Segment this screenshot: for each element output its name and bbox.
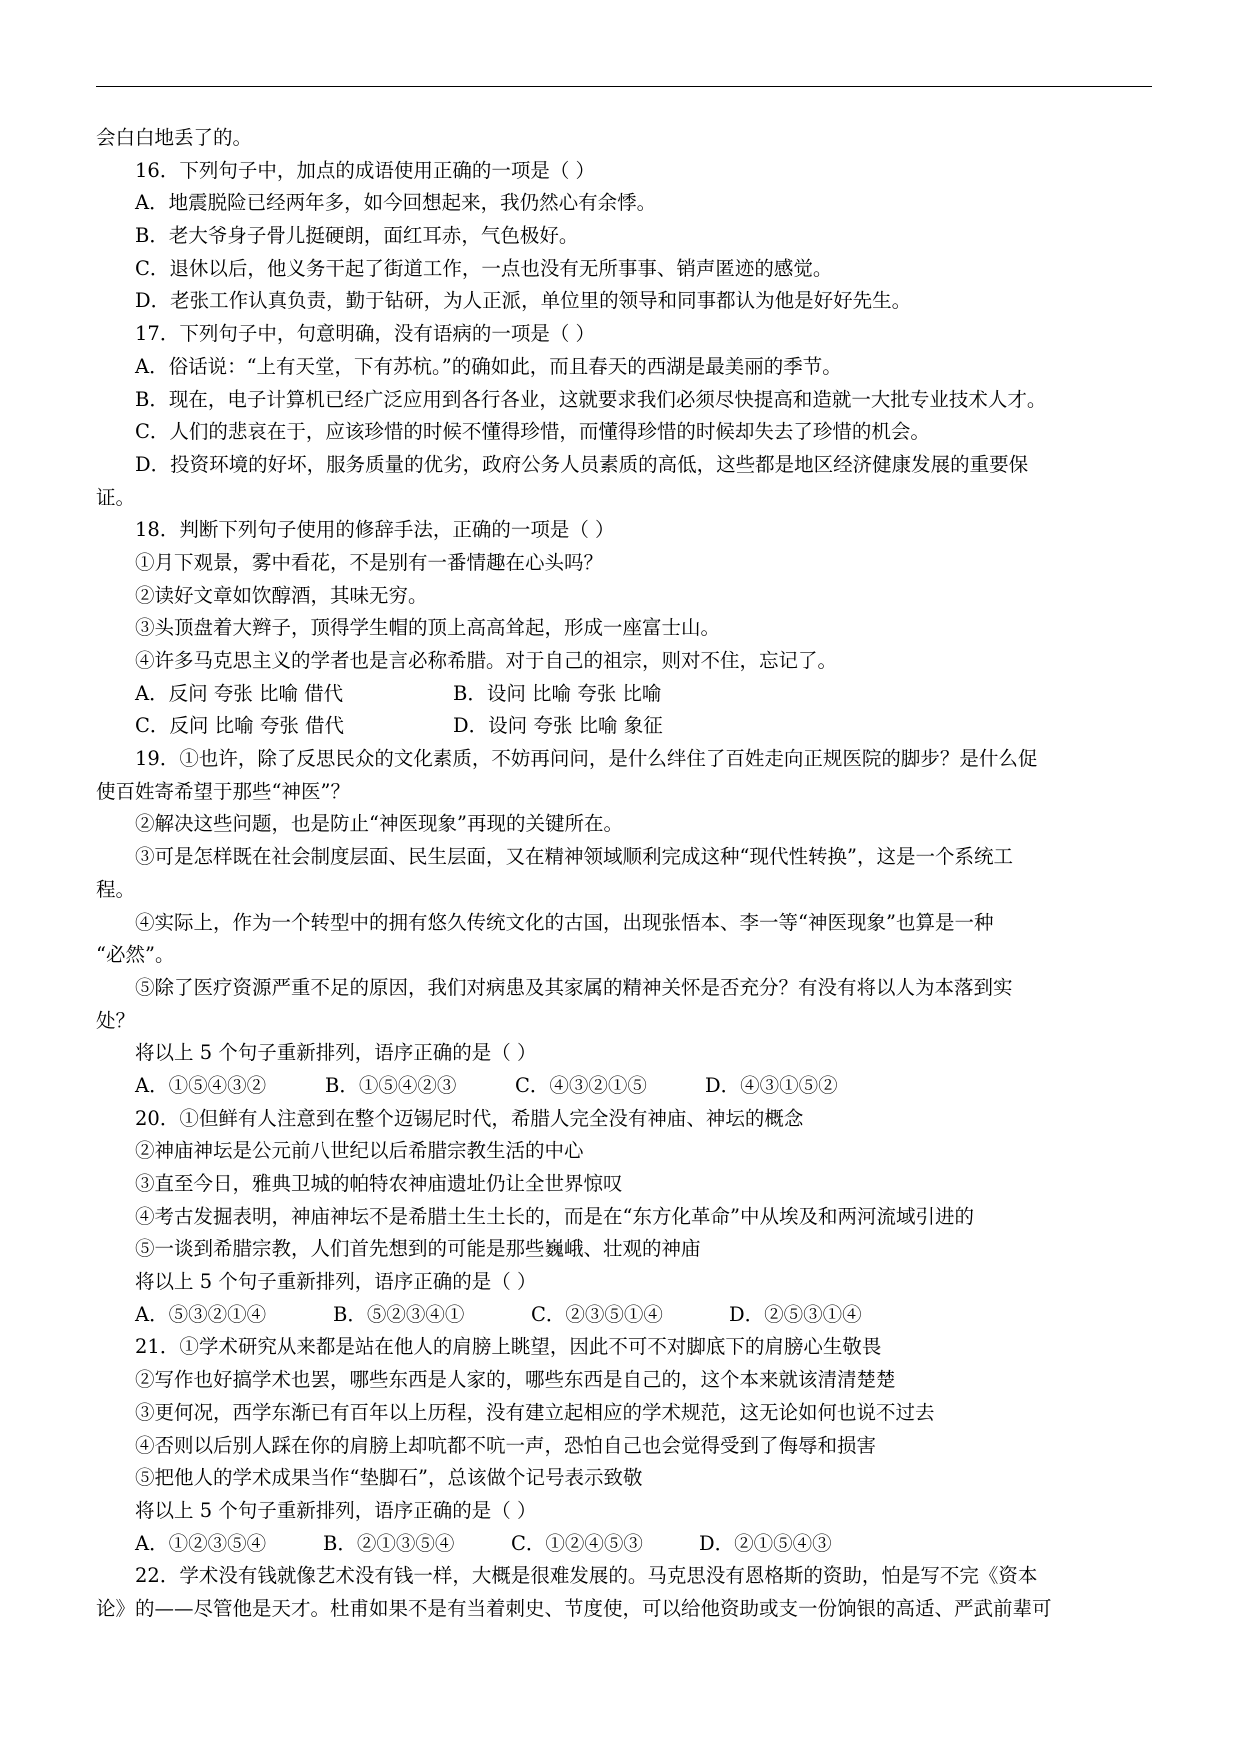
question-19-option-d: D．④③①⑤② [705,1073,838,1097]
question-16-option-c: C．退休以后，他义务干起了街道工作，一点也没有无所事事、销声匿迹的感觉。 [135,256,833,280]
question-21-line-4: ④否则以后别人踩在你的肩膀上却吭都不吭一声，恐怕自己也会觉得受到了侮辱和损害 [135,1433,877,1457]
question-17-option-d: D．投资环境的好坏，服务质量的优劣，政府公务人员素质的高低，这些都是地区经济健康发展的重要保 [135,452,1029,476]
question-18-sentence-3: ③头顶盘着大辫子，顶得学生帽的顶上高高耸起，形成一座富士山。 [135,616,721,640]
question-16-option-a: A．地震脱险已经两年多，如今回想起来，我仍然心有余悸。 [135,191,657,215]
question-20-line-4: ④考古发掘表明，神庙神坛不是希腊土生土长的，而是在“东方化革命”中从埃及和两河流域引进的 [135,1204,974,1228]
question-20-line-5: ⑤一谈到希腊宗教，人们首先想到的可能是那些巍峨、壮观的神庙 [135,1237,701,1261]
question-18-stem: 18．判断下列句子使用的修辞手法，正确的一项是（ ） [135,518,615,542]
question-18-option-b: B．设问 比喻 夸张 比喻 [453,681,662,705]
question-21-line-3: ③更何况，西学东渐已有百年以上历程，没有建立起相应的学术规范，这无论如何也说不过去 [135,1400,935,1424]
question-19-options [96,1070,1152,1103]
question-17-option-b: B．现在，电子计算机已经广泛应用到各行各业，这就要求我们必须尽快提高和造就一大批专业技术人才。 [135,387,1047,411]
question-20-options [96,1299,1152,1332]
question-21-option-a: A．①②③⑤④ [135,1531,267,1555]
question-19-line-4: ③可是怎样既在社会制度层面、民生层面，又在精神领域顺利完成这种“现代性转换”，这是一个系统工 [135,845,1013,869]
question-19-line-7: “必然”。 [96,943,175,967]
question-18-sentence-2: ②读好文章如饮醇酒，其味无穷。 [135,583,428,607]
document-page [96,122,1152,1626]
question-20-prompt: 将以上 5 个句子重新排列，语序正确的是（ ） [135,1270,537,1294]
question-20-option-c: C．②③⑤①④ [531,1302,663,1326]
question-22-line-2: 论》的——尽管他是天才。杜甫如果不是有当着刺史、节度使，可以给他资助或支一份饷银的高适、严武前辈可 [96,1596,1052,1620]
question-19-option-b: B．①⑤④②③ [325,1073,457,1097]
question-21-line-1: 21．①学术研究从来都是站在他人的肩膀上眺望，因此不可不对脚底下的肩膀心生敬畏 [135,1335,882,1359]
question-18-option-c: C．反问 比喻 夸张 借代 [135,714,345,738]
question-20-option-a: A．⑤③②①④ [135,1302,267,1326]
question-21-line-5: ⑤把他人的学术成果当作“垫脚石”，总该做个记号表示致敬 [135,1466,643,1490]
question-18-options-ab [96,678,1152,711]
question-19-line-3: ②解决这些问题，也是防止“神医现象”再现的关键所在。 [135,812,623,836]
question-20-option-b: B．⑤②③④① [333,1302,465,1326]
question-21-prompt: 将以上 5 个句子重新排列，语序正确的是（ ） [135,1498,537,1522]
question-19-line-5: 程。 [96,877,136,901]
question-16-option-d: D．老张工作认真负责，勤于钻研，为人正派，单位里的领导和同事都认为他是好好先生。 [135,289,912,313]
question-21-option-b: B．②①③⑤④ [323,1531,455,1555]
question-21-line-2: ②写作也好搞学术也罢，哪些东西是人家的，哪些东西是自己的，这个本来就该清清楚楚 [135,1368,896,1392]
question-18-sentence-1: ①月下观景，雾中看花，不是别有一番情趣在心头吗？ [135,550,604,574]
question-21-option-d: D．②①⑤④③ [699,1531,832,1555]
question-17-stem: 17．下列句子中，句意明确，没有语病的一项是（ ） [135,322,596,346]
question-18-option-d: D．设问 夸张 比喻 象征 [453,714,663,738]
question-19-line-8: ⑤除了医疗资源严重不足的原因，我们对病患及其家属的精神关怀是否充分？有没有将以人为本落到实 [135,975,1013,999]
question-18-sentence-4: ④许多马克思主义的学者也是言必称希腊。对于自己的祖宗，则对不住，忘记了。 [135,649,838,672]
continuation-line: 会白白地丢了的。 [96,126,253,149]
question-18-options-cd [96,710,1152,743]
header-rule [96,86,1152,87]
question-20-line-2: ②神庙神坛是公元前八世纪以后希腊宗教生活的中心 [135,1139,584,1163]
question-17-option-c: C．人们的悲哀在于，应该珍惜的时候不懂得珍惜，而懂得珍惜的时候却失去了珍惜的机会。 [135,420,930,444]
question-18-option-a: A．反问 夸张 比喻 借代 [135,681,344,705]
question-16-stem: 16．下列句子中，加点的成语使用正确的一项是（ ） [135,158,596,182]
question-19-line-1: 19．①也许，除了反思民众的文化素质，不妨再问问，是什么绊住了百姓走向正规医院的脚步？是什么促 [135,747,1038,771]
question-19-line-9: 处？ [96,1008,136,1032]
question-19-option-a: A．①⑤④③② [135,1073,267,1097]
question-22-line-1: 22．学术没有钱就像艺术没有钱一样，大概是很难发展的。马克思没有恩格斯的资助，怕是写不完《资本 [135,1564,1038,1588]
question-21-options [96,1528,1152,1561]
question-19-option-c: C．④③②①⑤ [515,1073,647,1097]
question-17-option-a: A．俗话说：“上有天堂，下有苏杭。”的确如此，而且春天的西湖是最美丽的季节。 [135,354,842,378]
question-16-option-b: B．老大爷身子骨儿挺硬朗，面红耳赤，气色极好。 [135,224,579,248]
question-19-prompt: 将以上 5 个句子重新排列，语序正确的是（ ） [135,1041,537,1065]
question-17-option-d-cont: 证。 [96,485,136,509]
question-19-line-6: ④实际上，作为一个转型中的拥有悠久传统文化的古国，出现张悟本、李一等“神医现象”也算是一种 [135,910,994,934]
question-20-line-1: 20．①但鲜有人注意到在整个迈锡尼时代，希腊人完全没有神庙、神坛的概念 [135,1106,804,1130]
question-19-line-2: 使百姓寄希望于那些“神医”？ [96,779,350,803]
question-20-option-d: D．②⑤③①④ [729,1302,862,1326]
question-21-option-c: C．①②④⑤③ [511,1531,643,1555]
question-20-line-3: ③直至今日，雅典卫城的帕特农神庙遗址仍让全世界惊叹 [135,1172,623,1195]
